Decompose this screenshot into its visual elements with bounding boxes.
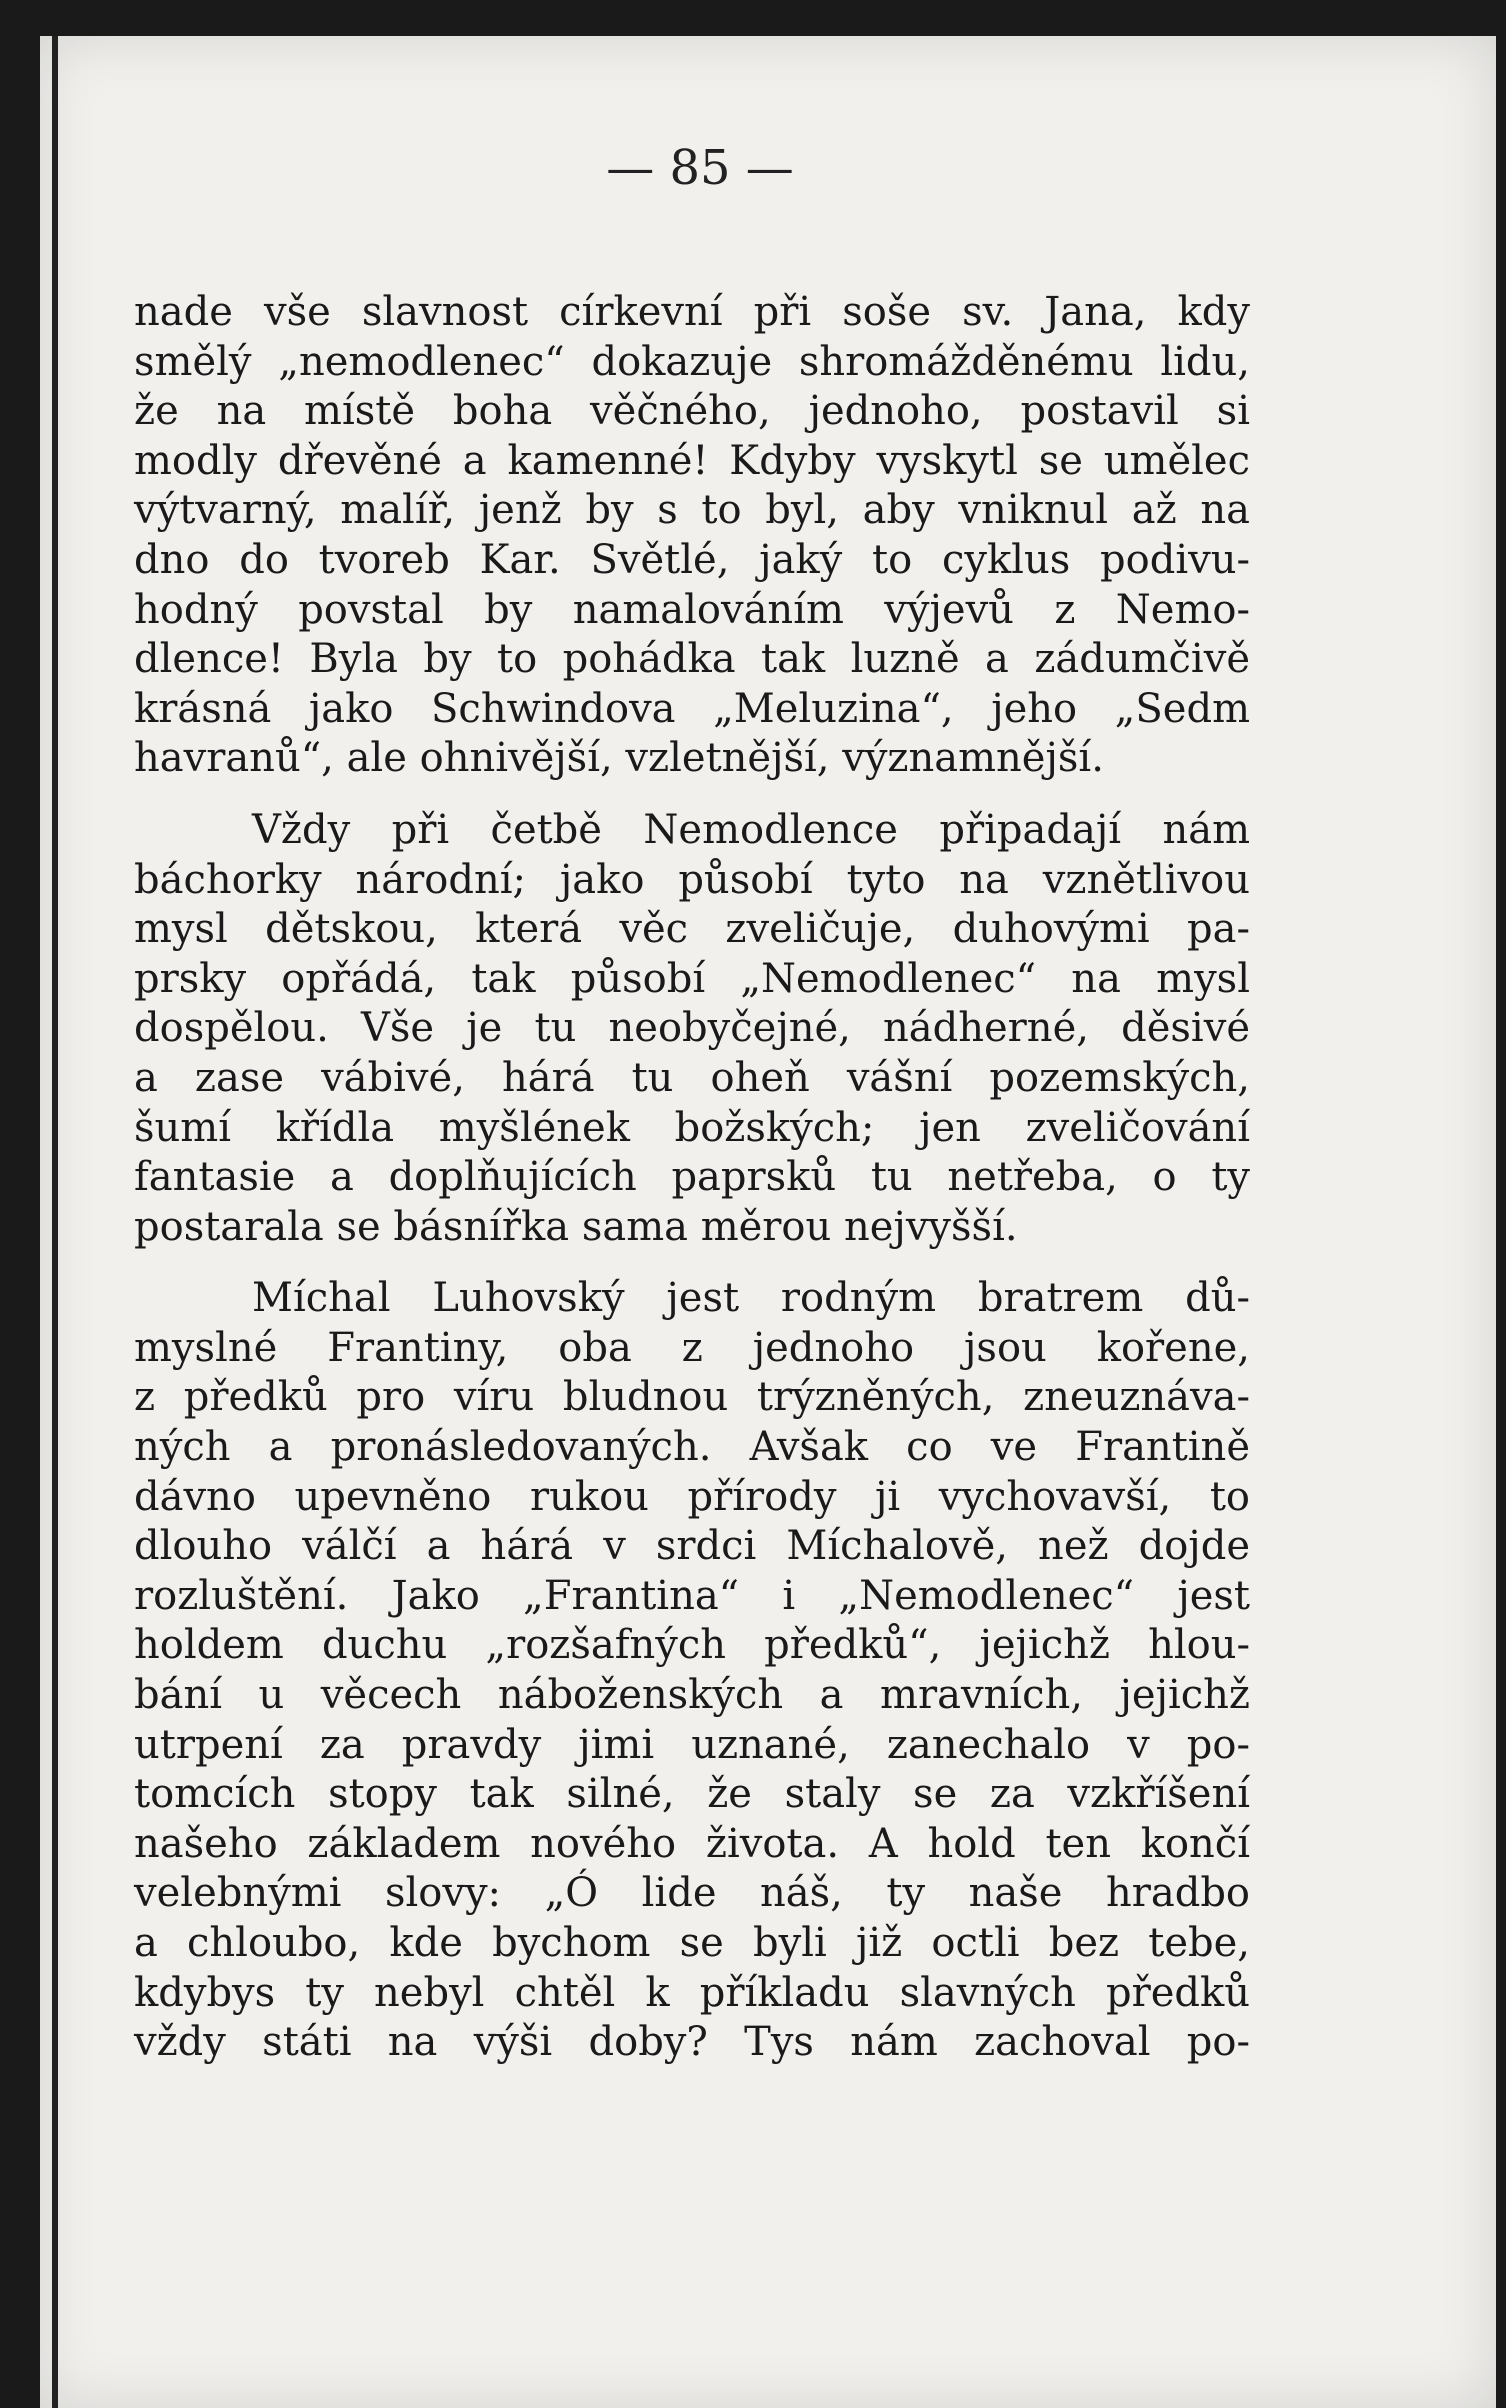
- text-line: krásná jako Schwindova „Meluzina“, jeho „Sedm: [134, 685, 1250, 732]
- text-line: mysl dětskou, která věc zveličuje, duhovými pa-: [134, 906, 1250, 953]
- text-line: našeho základem nového života. A hold ten končí: [134, 1820, 1250, 1867]
- paragraph-3: [134, 1274, 1250, 2068]
- text-line: dno do tvoreb Kar. Světlé, jaký to cyklus podivu-: [134, 536, 1250, 583]
- text-line: že na místě boha věčného, jednoho, postavil si: [134, 388, 1250, 435]
- text-line: báchorky národní; jako působí tyto na vznětlivou: [134, 856, 1250, 903]
- text-line: dlence! Byla by to pohádka tak luzně a zádumčivě: [134, 636, 1250, 683]
- text-line: rozluštění. Jako „Frantina“ i „Nemodlenec“ jest: [134, 1572, 1250, 1619]
- text-line: holdem duchu „rozšafných předků“, jejichž hlou-: [134, 1622, 1250, 1669]
- text-line: kdybys ty nebyl chtěl k příkladu slavných předků: [134, 1969, 1250, 2016]
- page-number: — 85 —: [606, 140, 794, 196]
- text-line: myslné Frantiny, oba z jednoho jsou kořene,: [134, 1324, 1250, 1371]
- text-line: tomcích stopy tak silné, že staly se za vzkříšení: [134, 1771, 1250, 1818]
- text-line: dávno upevněno rukou přírody ji vychovavší, to: [134, 1473, 1250, 1520]
- text-line: fantasie a doplňujících paprsků tu netřeba, o ty: [134, 1154, 1250, 1201]
- text-line: z předků pro víru bludnou trýzněných, zneuznáva-: [134, 1374, 1250, 1421]
- text-line: bání u věcech náboženských a mravních, jejichž: [134, 1672, 1250, 1719]
- text-line: velebnými slovy: „Ó lide náš, ty naše hradbo: [134, 1870, 1250, 1917]
- text-line: havranů“, ale ohnivější, vzletnější, významnější.: [134, 735, 1104, 782]
- text-line: utrpení za pravdy jimi uznané, zanechalo v po-: [134, 1721, 1250, 1768]
- text-line: modly dřevěné a kamenné! Kdyby vyskytl se umělec: [134, 437, 1250, 484]
- text-line: dospělou. Vše je tu neobyčejné, nádherné, děsivé: [134, 1005, 1250, 1052]
- paragraph-2: [134, 806, 1250, 1252]
- text-line: dlouho válčí a hárá v srdci Míchalově, než dojde: [134, 1523, 1250, 1570]
- text-line: nade vše slavnost církevní při soše sv. Jana, kdy: [134, 289, 1250, 335]
- text-line: smělý „nemodlenec“ dokazuje shromážděnému lidu,: [134, 338, 1250, 385]
- text-line: Míchal Luhovský jest rodným bratrem dů-: [252, 1275, 1250, 1322]
- text-line: prsky opřádá, tak působí „Nemodlenec“ na mysl: [134, 955, 1250, 1002]
- book-spine-edge: [52, 36, 58, 2408]
- text-line: výtvarný, malíř, jenž by s to byl, aby vniknul až na: [134, 487, 1250, 534]
- text-line: hodný povstal by namalováním výjevů z Nemo-: [134, 586, 1250, 633]
- text-line: šumí křídla myšlének božských; jen zveličování: [134, 1104, 1250, 1151]
- text-line: postarala se básnířka sama měrou nejvyšší.: [134, 1203, 1018, 1250]
- text-line: ných a pronásledovaných. Avšak co ve Frantině: [134, 1424, 1250, 1471]
- text-line: a zase vábivé, hárá tu oheň vášní pozemských,: [134, 1054, 1250, 1101]
- text-line: Vždy při četbě Nemodlence připadají nám: [252, 806, 1250, 853]
- text-line: vždy státi na výši doby? Tys nám zachoval po-: [134, 2019, 1250, 2066]
- paragraph-1: [134, 288, 1250, 784]
- text-line: a chloubo, kde bychom se byli již octli bez tebe,: [134, 1920, 1250, 1966]
- body-text: [134, 288, 1250, 2090]
